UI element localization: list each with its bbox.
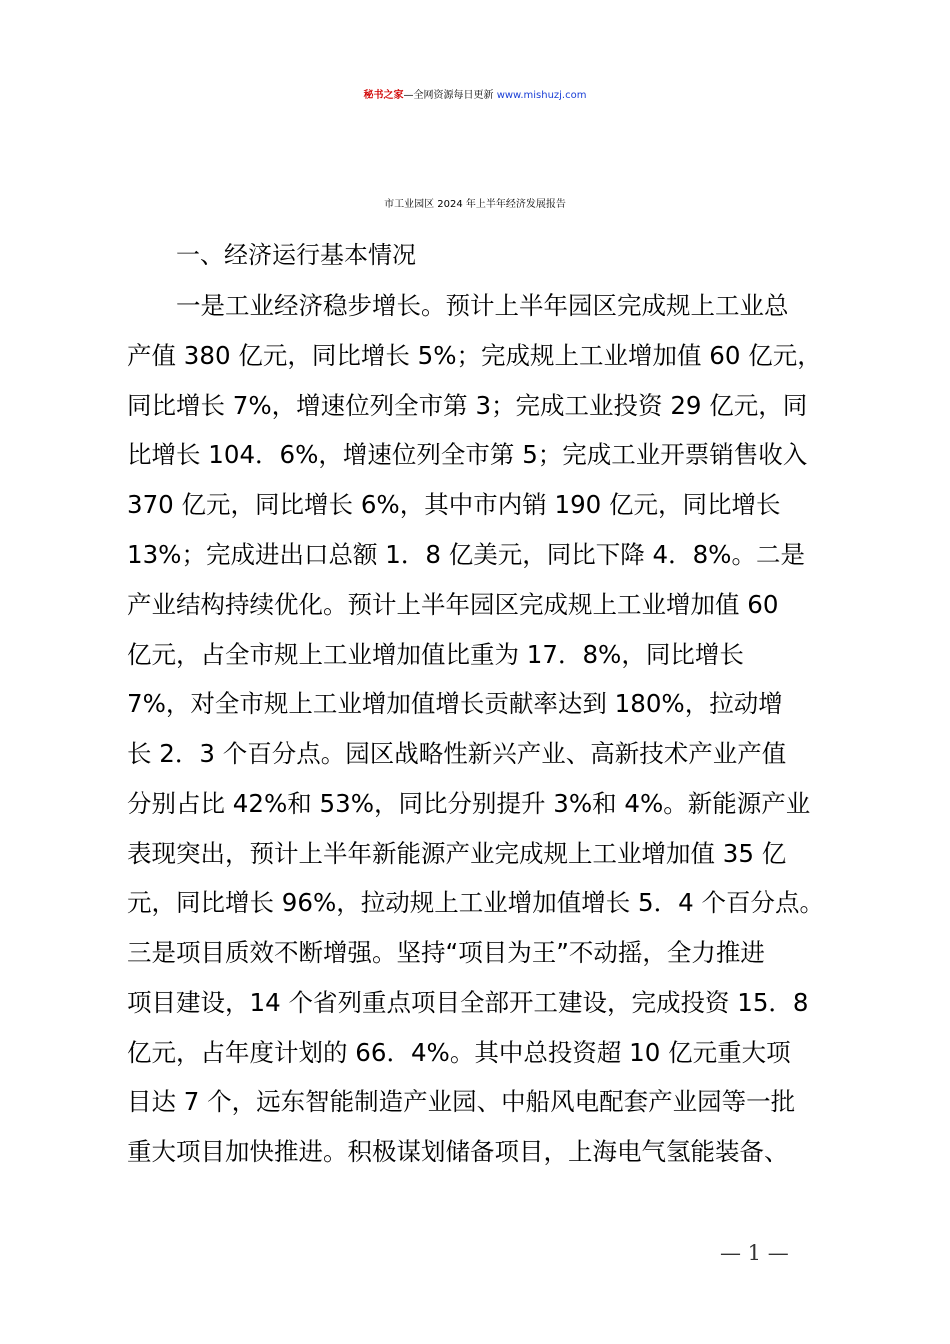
body-line: 7%，对全市规上工业增加值增长贡献率达到 180%，拉动增 <box>127 689 783 718</box>
page-number: — 1 — <box>720 1241 789 1265</box>
body-line: 13%；完成进出口总额 1．8 亿美元，同比下降 4．8%。二是 <box>127 540 805 569</box>
body-line: 产值 380 亿元，同比增长 5%；完成规上工业增加值 60 亿元， <box>127 341 822 370</box>
body-line: 目达 7 个，远东智能制造产业园、中船风电配套产业园等一批 <box>127 1087 796 1116</box>
body-line: 一是工业经济稳步增长。预计上半年园区完成规上工业总 <box>176 291 789 320</box>
body-line: 三是项目质效不断增强。坚持“项目为王”不动摇，全力推进 <box>127 938 765 967</box>
body-line: 370 亿元，同比增长 6%，其中市内销 190 亿元，同比增长 <box>127 490 781 519</box>
header-url[interactable]: www.mishuzj.com <box>496 90 587 101</box>
body-line: 亿元，占年度计划的 66．4%。其中总投资超 10 亿元重大项 <box>127 1038 791 1067</box>
body-line: 比增长 104．6%，增速位列全市第 5；完成工业开票销售收入 <box>127 440 808 469</box>
section-heading: 一、经济运行基本情况 <box>176 241 416 269</box>
header-tagline: —全网资源每日更新 <box>403 90 494 101</box>
body-line: 产业结构持续优化。预计上半年园区完成规上工业增加值 60 <box>127 590 779 619</box>
body-line: 重大项目加快推进。积极谋划储备项目，上海电气氢能装备、 <box>127 1137 789 1166</box>
body-line: 项目建设，14 个省列重点项目全部开工建设，完成投资 15．8 <box>127 988 809 1017</box>
body-line: 表现突出，预计上半年新能源产业完成规上工业增加值 35 亿 <box>127 839 787 868</box>
document-title: 市工业园区 2024 年上半年经济发展报告 <box>384 199 566 210</box>
body-line: 分别占比 42%和 53%，同比分别提升 3%和 4%。新能源产业 <box>127 789 811 818</box>
body-line: 同比增长 7%，增速位列全市第 3；完成工业投资 29 亿元，同 <box>127 391 808 420</box>
body-line: 亿元，占全市规上工业增加值比重为 17．8%，同比增长 <box>127 640 744 669</box>
body-line: 元，同比增长 96%，拉动规上工业增加值增长 5．4 个百分点。 <box>127 888 824 917</box>
site-header <box>0 80 950 112</box>
body-line: 长 2．3 个百分点。园区战略性新兴产业、高新技术产业产值 <box>127 739 787 768</box>
header-brand: 秘书之家 <box>363 90 404 101</box>
